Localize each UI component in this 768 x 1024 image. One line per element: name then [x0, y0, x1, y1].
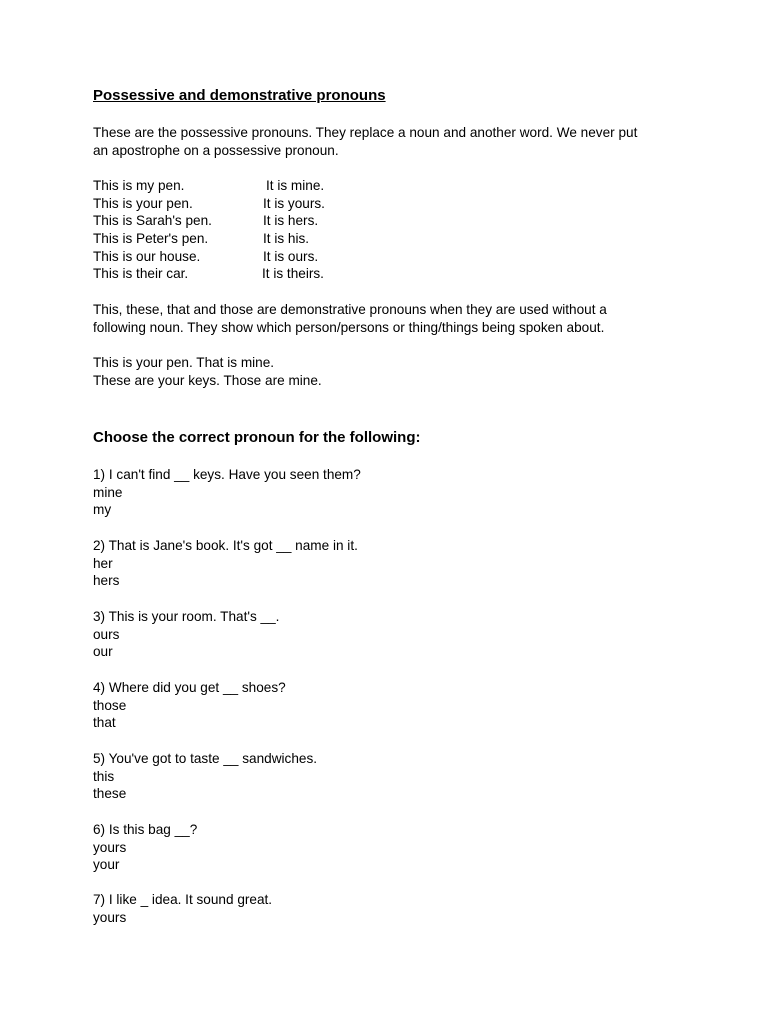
example-pronoun: It is theirs. [262, 266, 324, 282]
demonstrative-paragraph [93, 301, 683, 337]
intro-paragraph [93, 124, 683, 160]
page-title: Possessive and demonstrative pronouns [93, 87, 386, 104]
question-prompt: 7) I like _ idea. It sound great. [93, 892, 273, 907]
question-7 [93, 891, 272, 926]
example-pronoun: It is yours. [263, 195, 325, 211]
question-prompt: 3) This is your room. That's __. [93, 609, 280, 624]
answer-option: this [93, 768, 115, 784]
demonstrative-line: This, these, that and those are demonstrative pronouns when they are used without a [93, 302, 607, 317]
question-6 [93, 821, 197, 874]
answer-option: your [93, 857, 120, 873]
example-sentence: This is Peter's pen. [93, 231, 209, 247]
example-pronoun: It is his. [263, 231, 310, 247]
answer-option: my [93, 502, 112, 518]
question-prompt: 2) That is Jane's book. It's got __ name in it. [93, 538, 358, 553]
question-4 [93, 679, 286, 732]
intro-line: an apostrophe on a possessive pronoun. [93, 143, 339, 158]
example-pronoun: It is hers. [263, 213, 319, 229]
demonstrative-example: This is your pen. That is mine. [93, 355, 275, 370]
answer-option: our [93, 644, 113, 660]
answer-option: that [93, 715, 116, 731]
example-sentence: This is my pen. [93, 178, 185, 193]
question-1 [93, 466, 361, 519]
question-5 [93, 750, 317, 803]
answer-option: these [93, 786, 127, 802]
answer-option: those [93, 697, 127, 713]
demonstrative-line: following noun. They show which person/persons or thing/things being spoken about. [93, 320, 605, 335]
answer-option: mine [93, 484, 123, 500]
answer-option: yours [93, 839, 127, 855]
answer-option: yours [93, 909, 127, 925]
example-sentence: This is our house. [93, 248, 201, 264]
answer-option: her [93, 555, 113, 571]
example-pronoun: It is ours. [263, 248, 319, 264]
demonstrative-examples [93, 354, 683, 390]
example-sentence: This is your pen. [93, 195, 193, 211]
question-2 [93, 537, 358, 590]
answer-option: ours [93, 626, 120, 642]
intro-line: These are the possessive pronouns. They replace a noun and another word. We never put [93, 125, 638, 140]
demonstrative-example: These are your keys. Those are mine. [93, 373, 322, 388]
example-pronoun: It is mine. [266, 178, 325, 193]
question-prompt: 4) Where did you get __ shoes? [93, 680, 286, 695]
example-sentence: This is Sarah's pen. [93, 213, 212, 229]
question-prompt: 1) I can't find __ keys. Have you seen them? [93, 467, 361, 482]
question-prompt: 5) You've got to taste __ sandwiches. [93, 751, 318, 766]
answer-option: hers [93, 573, 120, 589]
exercise-heading: Choose the correct pronoun for the following: [93, 429, 421, 446]
question-prompt: 6) Is this bag __? [93, 822, 198, 837]
example-sentence: This is their car. [93, 266, 189, 282]
question-3 [93, 608, 279, 661]
